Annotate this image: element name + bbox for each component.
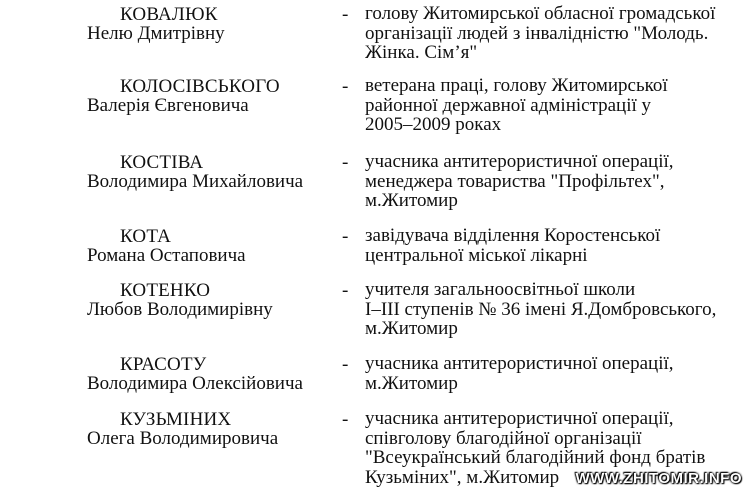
entry-surname: КОВАЛЮК (120, 4, 218, 25)
site-watermark: WWW.ZHITOMIR.INFO (575, 470, 742, 487)
entry-dash: - (342, 152, 349, 173)
entry-description: завідувача відділення Коростенської центральної міської лікарні (365, 225, 661, 266)
entry-dash: - (342, 354, 349, 375)
entry-dash: - (342, 280, 349, 301)
entry-description: учасника антитерористичної операції, м.Житомир (365, 353, 674, 394)
entry-description: учасника антитерористичної операції, менеджера товариства "Профільтех", м.Житомир (365, 151, 674, 211)
entry-dash: - (342, 4, 349, 25)
entry-surname: КОСТІВА (120, 152, 204, 173)
entry-dash: - (342, 76, 349, 97)
entry-surname: КОЛОСІВСЬКОГО (120, 76, 280, 97)
entry-dash: - (342, 226, 349, 247)
entry-description: ветерана праці, голову Житомирської районної державної адміністрації у 2005–2009 роках (365, 75, 668, 135)
entry-surname: КОТА (120, 226, 172, 247)
entry-given-name: Романа Остаповича (87, 245, 246, 266)
entry-surname: КУЗЬМІНИХ (120, 409, 232, 430)
entry-surname: КРАСОТУ (120, 354, 207, 375)
entry-given-name: Валерія Євгеновича (87, 95, 249, 116)
entry-dash: - (342, 409, 349, 430)
entry-given-name: Любов Володимирівну (87, 299, 273, 320)
entry-description: учителя загальноосвітньої школи І–ІІІ ступенів № 36 імені Я.Домбровського, м.Житомир (365, 279, 717, 339)
entry-description: голову Житомирської обласної громадської організації людей з інвалідністю "Молодь. Жінка. Сім’я" (365, 3, 716, 63)
entry-given-name: Олега Володимировича (87, 428, 279, 449)
entry-given-name: Нелю Дмитрівну (87, 23, 225, 44)
entry-given-name: Володимира Михайловича (87, 171, 304, 192)
entry-given-name: Володимира Олексійовича (87, 373, 303, 394)
entry-description: учасника антитерористичної операції, співголову благодійної організації "Всеукраїнський благодійний фонд братів Кузьміних", м.Житомир (365, 408, 706, 488)
entry-surname: КОТЕНКО (120, 280, 211, 301)
